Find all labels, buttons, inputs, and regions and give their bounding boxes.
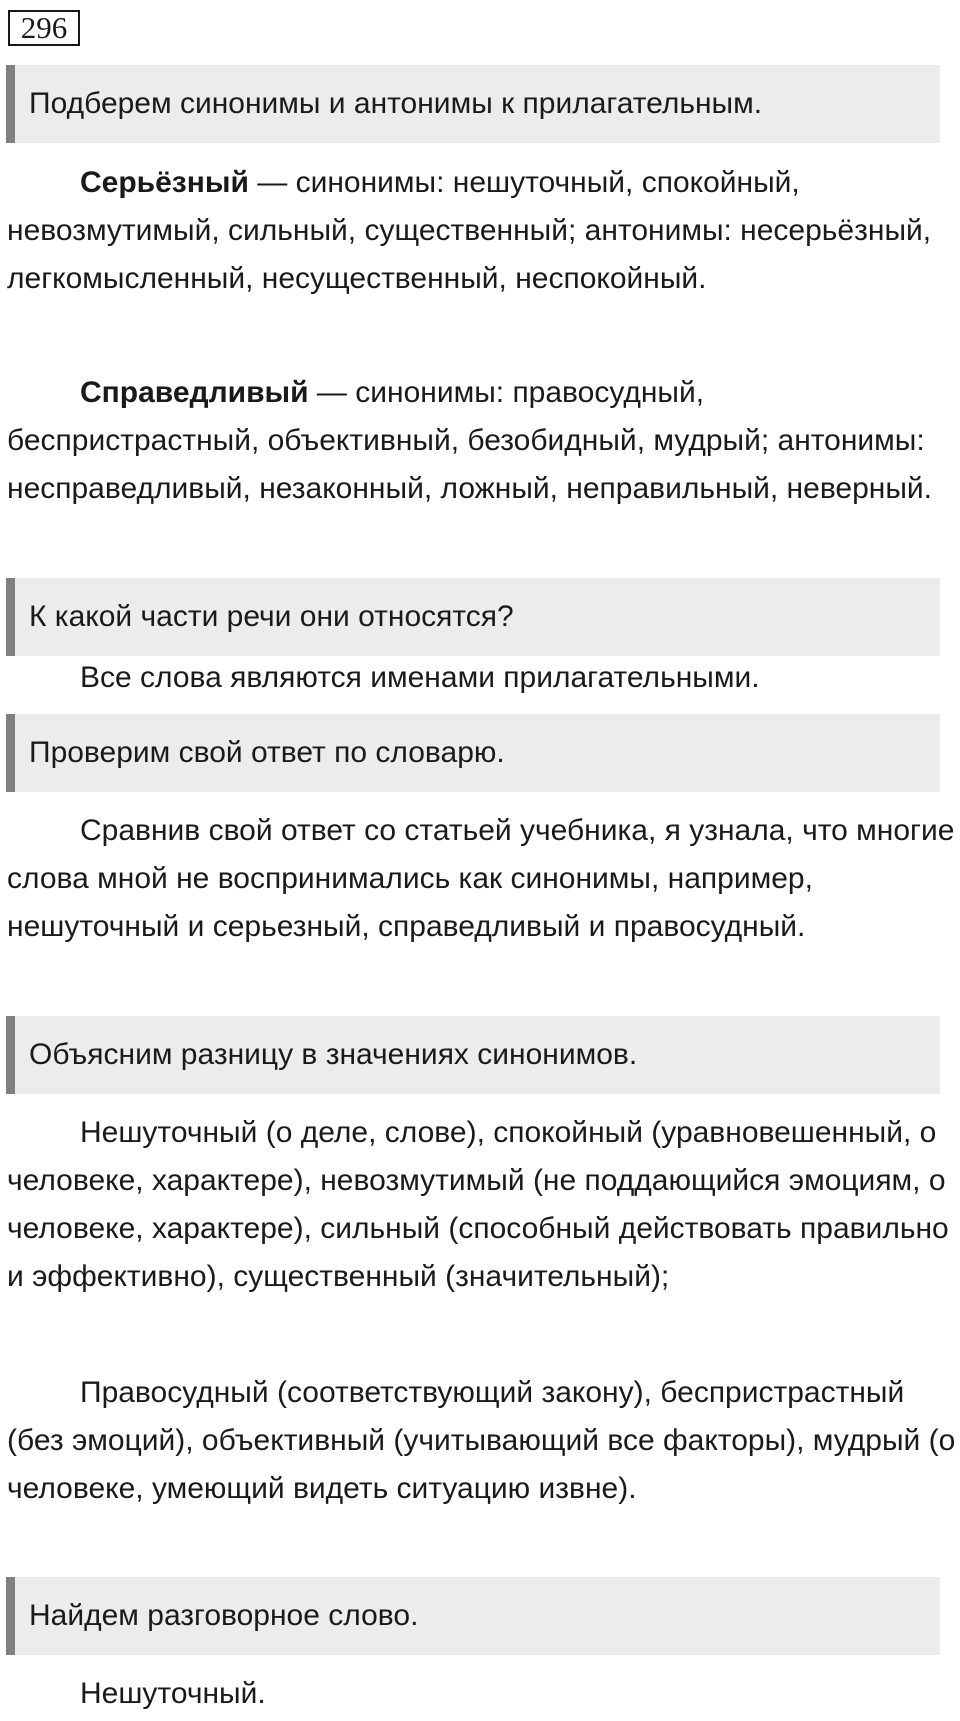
answer-difference-fair: Правосудный (соответствующий закону), беспристрастный (без эмоций), объективный (учитывающий все факторы), мудрый (о человеке, умеющий видеть ситуацию извне). [7, 1376, 956, 1505]
answer-check-dictionary: Сравнив свой ответ со статьей учебника, я узнала, что многие слова мной не воспринимались как синонимы, например, нешуточный и серьезный, справедливый и правосудный. [7, 814, 955, 943]
prompt-synonyms-antonyms: Подберем синонимы и антонимы к прилагательным. [6, 65, 940, 143]
paragraph-serious [7, 159, 957, 303]
answer-difference-serious: Нешуточный (о деле, слове), спокойный (уравновешенный, о человеке, характере), невозмутимый (не поддающийся эмоциям, о человеке, характере), сильный (способный действовать правильно и эффективно), существенный (значительный); [7, 1116, 949, 1293]
paragraph-fair [7, 369, 957, 513]
prompt-check-dictionary: Проверим свой ответ по словарю. [6, 714, 940, 792]
task-number: 296 [8, 10, 80, 46]
answer-colloquial-word: Нешуточный. [80, 1677, 266, 1710]
term-fair: Справедливый [80, 376, 309, 409]
text-fair: — синонимы: правосудный, беспристрастный, объективный, безобидный, мудрый; антонимы: несправедливый, незаконный, ложный, неправильный, неверный. [7, 376, 933, 505]
term-serious: Серьёзный [80, 166, 249, 199]
answer-part-of-speech: Все слова являются именами прилагательными. [80, 661, 760, 694]
prompt-part-of-speech: К какой части речи они относятся? [6, 578, 940, 656]
prompt-explain-difference: Объясним разницу в значениях синонимов. [6, 1016, 940, 1094]
prompt-colloquial-word: Найдем разговорное слово. [6, 1577, 940, 1655]
text-serious: — синонимы: нешуточный, спокойный, невозмутимый, сильный, существенный; антонимы: несерьёзный, легкомысленный, несущественный, неспокойный. [7, 166, 932, 295]
